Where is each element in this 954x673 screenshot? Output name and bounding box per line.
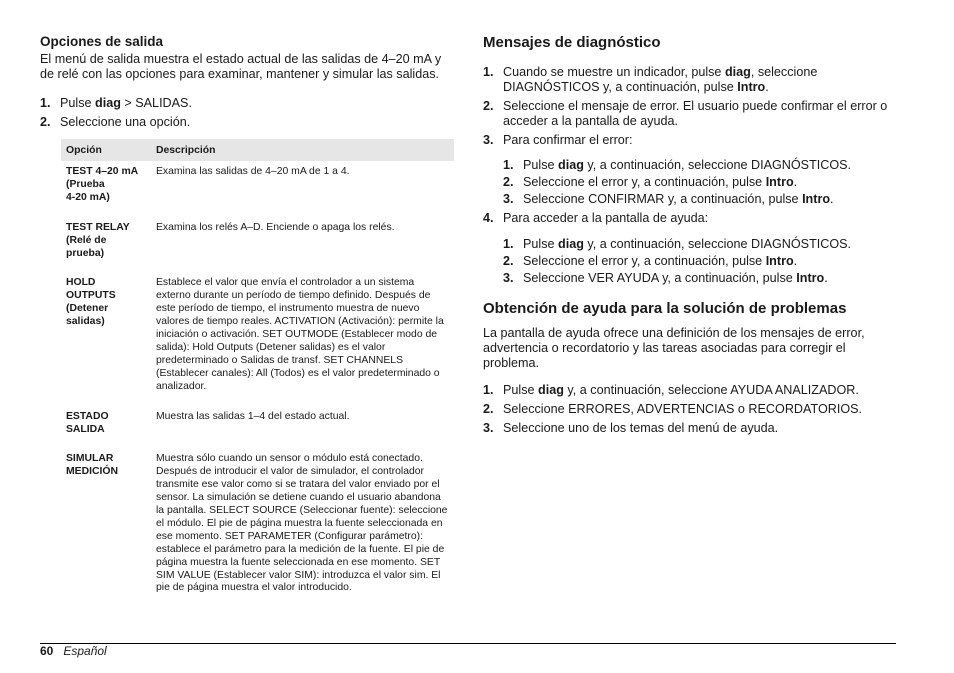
- footer-divider: [40, 643, 896, 644]
- troubleshooting-intro: La pantalla de ayuda ofrece una definición de los mensajes de error, advertencia o recordatorio y las tareas asociadas para corregir el problema.: [483, 326, 865, 370]
- list-item: 1. Pulse diag y, a continuación, seleccione DIAGNÓSTICOS.: [503, 237, 852, 251]
- table-row: [61, 272, 454, 405]
- list-item: 2. Seleccione el error y, a continuación, pulse Intro.: [503, 254, 798, 268]
- list-item: 4. Para acceder a la pantalla de ayuda:: [483, 211, 709, 225]
- output-steps-list: [40, 96, 454, 134]
- footer-language: Español: [63, 644, 107, 658]
- help-access-step: [483, 211, 903, 230]
- list-item: 2. Seleccione ERRORES, ADVERTENCIAS o RECORDATORIOS.: [483, 402, 863, 416]
- table-row: [61, 217, 454, 273]
- list-item: 3. Seleccione CONFIRMAR y, a continuación, pulse Intro.: [503, 192, 834, 206]
- page-footer: [40, 644, 107, 658]
- output-options-table: [61, 139, 454, 607]
- list-item: 1. Pulse diag y, a continuación, seleccione DIAGNÓSTICOS.: [503, 158, 852, 172]
- option-cell: ESTADO SALIDA: [66, 410, 109, 435]
- list-item: 1. Cuando se muestre un indicador, pulse diag, seleccione DIAGNÓSTICOS y, a continuación, pulse Intro.: [483, 65, 818, 94]
- description-cell: Examina las salidas de 4–20 mA de 1 a 4.: [156, 166, 350, 177]
- confirm-error-steps-list: [503, 158, 903, 209]
- description-cell: Examina los relés A–D. Enciende o apaga los relés.: [156, 221, 395, 233]
- description-cell: Establece el valor que envía el controlador a un sistema externo durante un período de tiempo definido. Después de este período de tiempo, el instrumento muestra de nuevo valores de tiempo reales. ACTIVATION (Activación): permite la iniciación o activación. SET OUTMODE (Establecer modo de salida): Hold Outputs (Detener salidas) es el valor predeterminado o Salidas de transf. SET CHANNELS (Establecer canales): All (Todos) es el valor predeterminado o analizador.: [156, 277, 444, 392]
- column-header-option: Opción: [61, 139, 151, 161]
- list-item: 1. Pulse diag > SALIDAS.: [40, 96, 192, 110]
- option-cell: SIMULAR MEDICIÓN: [66, 453, 118, 478]
- help-screen-steps-list: [503, 237, 903, 288]
- list-item: 2. Seleccione el error y, a continuación, pulse Intro.: [503, 175, 798, 189]
- list-item: 1. Pulse diag y, a continuación, seleccione AYUDA ANALIZADOR.: [483, 383, 859, 397]
- option-cell: HOLD OUTPUTS (Detener salidas): [66, 277, 116, 328]
- list-item: 2. Seleccione una opción.: [40, 115, 191, 129]
- page-number: 60: [40, 644, 54, 658]
- column-header-description: Descripción: [151, 139, 454, 161]
- section-title-troubleshooting-help: Obtención de ayuda para la solución de problemas: [483, 300, 847, 317]
- description-cell: Muestra sólo cuando un sensor o módulo está conectado. Después de introducir el valor de simulador, el controlador transmite ese valor como si se tratara del valor enviado por el sensor. La simulación se detiene cuando el usuario abandona la pantalla. SELECT SOURCE (Seleccionar fuente): seleccione el módulo. El pie de página muestra la fuente seleccionada en ese momento. SET PARAMETER (Configurar parámetro): establece el parámetro para la medición de la fuente. El pie de página muestra la fuente seleccionada en ese momento. SET SIM VALUE (Establecer valor SIM): introduzca el valor sim. El pie de página muestra el valor introducido.: [156, 453, 448, 594]
- list-item: 3. Seleccione uno de los temas del menú de ayuda.: [483, 421, 779, 435]
- output-options-intro: El menú de salida muestra el estado actual de las salidas de 4–20 mA y de relé con las opciones para examinar, mantener y simular las salidas.: [40, 52, 442, 81]
- list-item: 3. Para confirmar el error:: [483, 133, 633, 147]
- list-item: 2. Seleccione el mensaje de error. El usuario puede confirmar el error o acceder a la pantalla de ayuda.: [483, 99, 888, 128]
- section-title-output-options: Opciones de salida: [40, 34, 164, 49]
- option-cell: TEST 4–20 mA (Prueba 4-20 mA): [66, 166, 139, 203]
- table-row: [61, 448, 454, 607]
- table-header-row: [61, 139, 454, 161]
- option-cell: TEST RELAY (Relé de prueba): [66, 221, 130, 259]
- troubleshooting-steps-list: [483, 383, 903, 440]
- table-row: [61, 406, 454, 449]
- table-row: [61, 161, 454, 217]
- list-item: 3. Seleccione VER AYUDA y, a continuación, pulse Intro.: [503, 271, 828, 285]
- diagnostic-steps-list: [483, 65, 903, 152]
- section-title-diagnostics: Mensajes de diagnóstico: [483, 34, 661, 51]
- description-cell: Muestra las salidas 1–4 del estado actual.: [156, 410, 350, 422]
